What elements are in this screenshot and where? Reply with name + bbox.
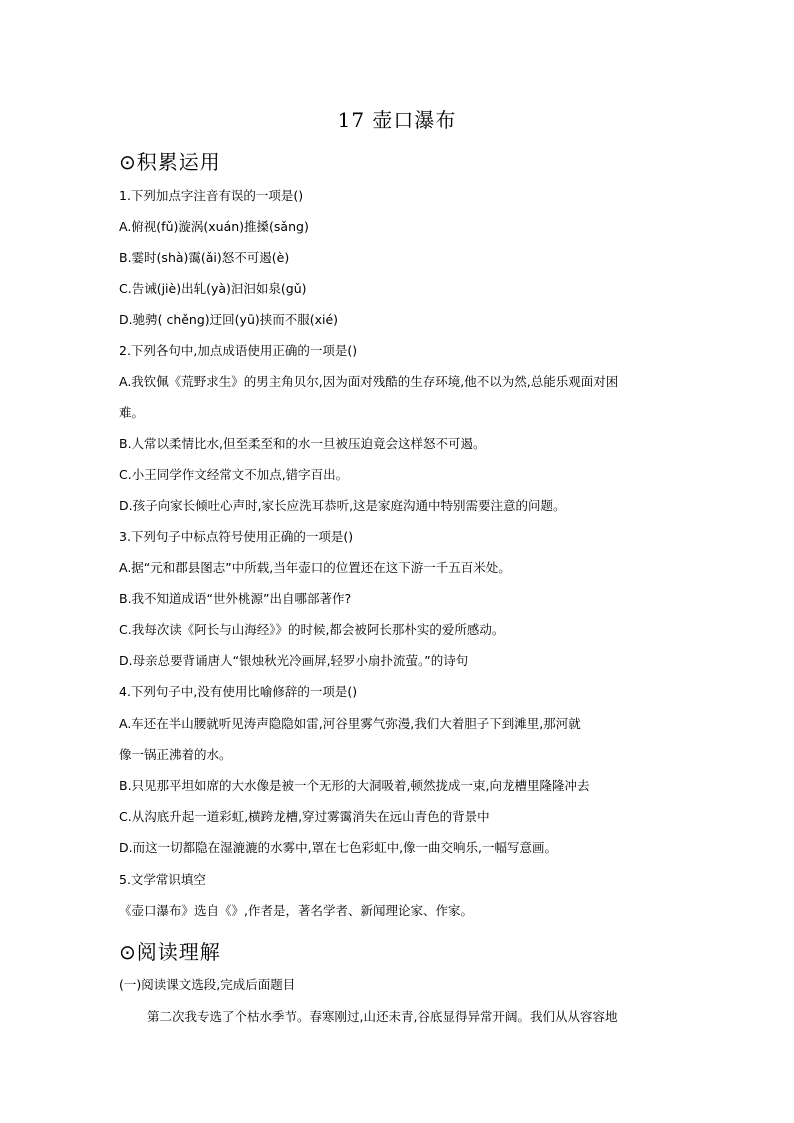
question-2: 2.下列各句中,加点成语使用正确的一项是() — [119, 343, 358, 358]
question-5-fill-in: 《壶口瀑布》选自《》,作者是，著名学者、新闻理论家、作家。 — [119, 903, 473, 918]
option-1c: C.告诫(jiè)出轧(yà)汩汩如泉(gǔ) — [119, 281, 307, 296]
option-3a: A.据“元和郡县图志”中所载,当年壶口的位置还在这下游一千五百米处。 — [119, 560, 511, 575]
section-heading-accumulation: ⊙积累运用 — [119, 150, 221, 174]
option-4d: D.而这一切都隐在湿漉漉的水雾中,罩在七色彩虹中,像一曲交响乐,一幅写意画。 — [119, 840, 558, 855]
reading-instruction: (一)阅读课文选段,完成后面题目 — [119, 977, 296, 992]
option-4c: C.从沟底升起一道彩虹,横跨龙槽,穿过雾霭消失在远山青色的背景中 — [119, 809, 490, 824]
option-3c: C.我每次读《阿长与山海经》》的时候,都会被阿长那朴实的爱所感动。 — [119, 622, 505, 637]
option-1b: B.霎时(shà)霭(ǎi)怒不可遏(è) — [119, 250, 290, 265]
question-1: 1.下列加点字注音有误的一项是() — [119, 188, 304, 203]
question-3: 3.下列句子中标点符号使用正确的一项是() — [119, 529, 354, 544]
option-4a: A.车还在半山腰就听见涛声隐隐如雷,河谷里雾气弥漫,我们大着胆子下到滩里,那河就 — [119, 716, 581, 731]
option-2a: A.我钦佩《荒野求生》的男主角贝尔,因为面对残酷的生存环境,他不以为然,总能乐观面对困 — [119, 374, 619, 389]
option-1d: D.驰骋( chěng)迂回(yū)挟而不服(xié) — [119, 312, 339, 327]
option-2c: C.小王同学作文经常文不加点,错字百出。 — [119, 467, 349, 482]
option-2b: B.人常以柔情比水,但至柔至和的水一旦被压迫竟会这样怒不可遏。 — [119, 436, 486, 451]
option-4a-continued: 像一锅正沸着的水。 — [119, 747, 232, 762]
option-3d: D.母亲总要背诵唐人“银烛秋光冷画屏,轻罗小扇扑流萤。”的诗句 — [119, 653, 469, 668]
option-1a: A.俯视(fǔ)漩涡(xuán)推搡(sǎng) — [119, 219, 309, 234]
section-heading-reading: ⊙阅读理解 — [119, 940, 221, 964]
page-title: 17 壶口瀑布 — [337, 108, 457, 132]
option-4b: B.只见那平坦如席的大水像是被一个无形的大洞吸着,顿然拢成一束,向龙槽里隆隆冲去 — [119, 778, 590, 793]
question-4: 4.下列句子中,没有使用比喻修辞的一项是() — [119, 684, 358, 699]
option-2d: D.孩子向家长倾吐心声时,家长应洗耳恭听,这是家庭沟通中特别需要注意的问题。 — [119, 498, 566, 513]
reading-passage: 第二次我专选了个枯水季节。春寒刚过,山还未青,谷底显得异常开阔。我们从从容容地 — [147, 1009, 618, 1024]
question-5: 5.文学常识填空 — [119, 872, 206, 887]
option-3b: B.我不知道成语“世外桃源”出自哪部著作? — [119, 591, 352, 606]
option-2a-continued: 难。 — [119, 405, 145, 420]
